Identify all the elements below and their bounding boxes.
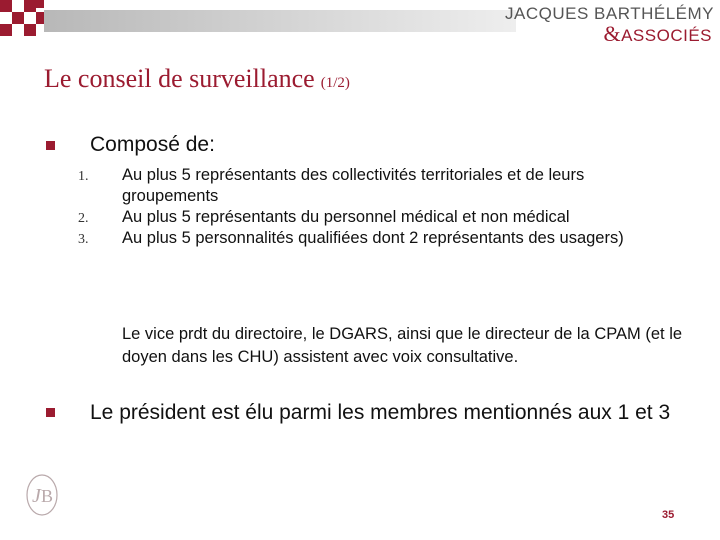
svg-text:B: B: [41, 486, 54, 506]
list-item: [78, 165, 678, 207]
slide-title: [44, 64, 350, 94]
company-logo: [505, 4, 718, 46]
page-number: 35: [662, 509, 675, 521]
numbered-list: [78, 165, 678, 249]
list-item: [78, 207, 678, 228]
list-text: Au plus 5 représentants du personnel médical et non médical: [122, 208, 570, 226]
title-text: Le conseil de surveillance: [44, 64, 315, 93]
logo-ampersand: &: [603, 21, 622, 46]
bullet-square-icon: [46, 141, 55, 150]
list-text: Au plus 5 personnalités qualifiées dont 2 représentants des usagers): [122, 229, 624, 247]
bullet-president: Le président est élu parmi les membres mentionnés aux 1 et 3: [90, 401, 671, 424]
bullet-square-icon: [46, 408, 55, 417]
header-gradient-bar: [44, 10, 516, 32]
title-suffix: (1/2): [320, 75, 350, 91]
consultative-note: Le vice prdt du directoire, le DGARS, ainsi que le directeur de la CPAM (et le doyen dans les CHU) assistent avec voix consultative.: [122, 325, 683, 366]
logo-associes: ASSOCIÉS: [621, 26, 712, 45]
bullet-composition: Composé de:: [90, 133, 215, 156]
list-number: 3.: [78, 232, 89, 247]
list-number: 1.: [78, 169, 89, 184]
list-number: 2.: [78, 211, 89, 226]
logo-line-1: JACQUES BARTHÉLÉMY: [505, 4, 714, 23]
logo-line-2: [603, 21, 712, 47]
list-item: [78, 228, 678, 249]
list-text: Au plus 5 représentants des collectivités territoriales et de leurs groupements: [122, 166, 585, 205]
svg-text:J: J: [32, 485, 41, 507]
jb-monogram-icon: [22, 470, 62, 520]
